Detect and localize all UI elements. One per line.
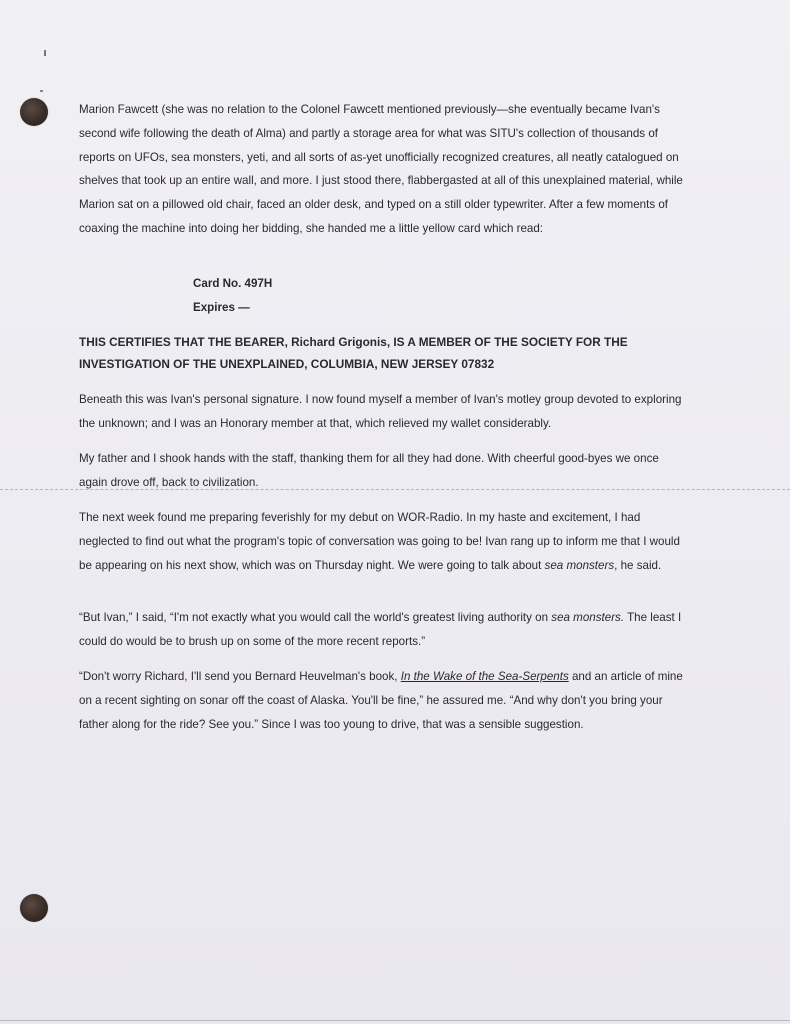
- page-speck: [40, 90, 43, 92]
- p7-text-b: and an article of mine on a recent sighting on sonar off the coast of Alaska. You'll be fine,” he assured me. “And why don't you bring your father along for the ride? See you.” Since I was too young to drive, that was a sensible suggestion.: [79, 670, 683, 731]
- p6-italic-sea-monsters: sea monsters.: [551, 611, 625, 624]
- p5-text-b: , he said.: [614, 558, 662, 572]
- card-expires: Expires —: [193, 301, 250, 314]
- p5-italic-sea-monsters: sea monsters: [544, 558, 615, 572]
- paragraph-signature: Beneath this was Ivan's personal signature. I now found myself a member of Ivan's motley group devoted to exploring the unknown; and I was an Honorary member at that, which relieved my wallet considerably.: [79, 393, 682, 430]
- page-bottom-edge: [0, 1020, 790, 1021]
- paragraph-but-ivan: [79, 606, 684, 654]
- page-speck-mark: [44, 50, 46, 56]
- p5-text-a: The next week found me preparing feverishly for my debut on WOR-Radio. In my haste and excitement, I had neglected to find out what the program's topic of conversation was going to be! Ivan rang up to inform me that I would be appearing on his next show, which was on Thursday night. We were going to talk about: [79, 511, 680, 572]
- p7-text-a: “Don't worry Richard, I'll send you Bernard Heuvelman's book,: [79, 670, 401, 683]
- paragraph-good-byes: My father and I shook hands with the staff, thanking them for all they had done. With cheerful good-byes we once again drove off, back to civilization.: [79, 452, 659, 489]
- paragraph-wor-radio: [79, 506, 684, 577]
- binder-hole-top: [20, 98, 48, 126]
- paragraph-dont-worry: [79, 665, 684, 736]
- certification-text: THIS CERTIFIES THAT THE BEARER, Richard Grigonis, IS A MEMBER OF THE SOCIETY FOR THE INVESTIGATION OF THE UNEXPLAINED, COLUMBIA, NEW JERSEY 07832: [79, 335, 628, 371]
- binder-hole-bottom: [20, 894, 48, 922]
- paragraph-marion-fawcett: Marion Fawcett (she was no relation to the Colonel Fawcett mentioned previously—she eventually became Ivan's second wife following the death of Alma) and partly a storage area for what was SITU's collection of thousands of reports on UFOs, sea monsters, yeti, and all sorts of as-yet unofficially recognized creatures, all neatly catalogued on shelves that took up an entire wall, and more. I just stood there, flabbergasted at all of this unexplained material, while Marion sat on a pillowed old chair, faced an older desk, and typed on a still older typewriter. After a few moments of coaxing the machine into doing her bidding, she handed me a little yellow card which read:: [79, 103, 683, 235]
- book-title: In the Wake of the Sea-Serpents: [400, 670, 569, 683]
- p6-text-a: “But Ivan,” I said, “I'm not exactly what you would call the world's greatest living authority on: [79, 611, 552, 624]
- card-number: Card No. 497H: [193, 277, 273, 290]
- p6-text-b: The least I could do would be to brush up on some of the more recent reports.”: [79, 611, 682, 648]
